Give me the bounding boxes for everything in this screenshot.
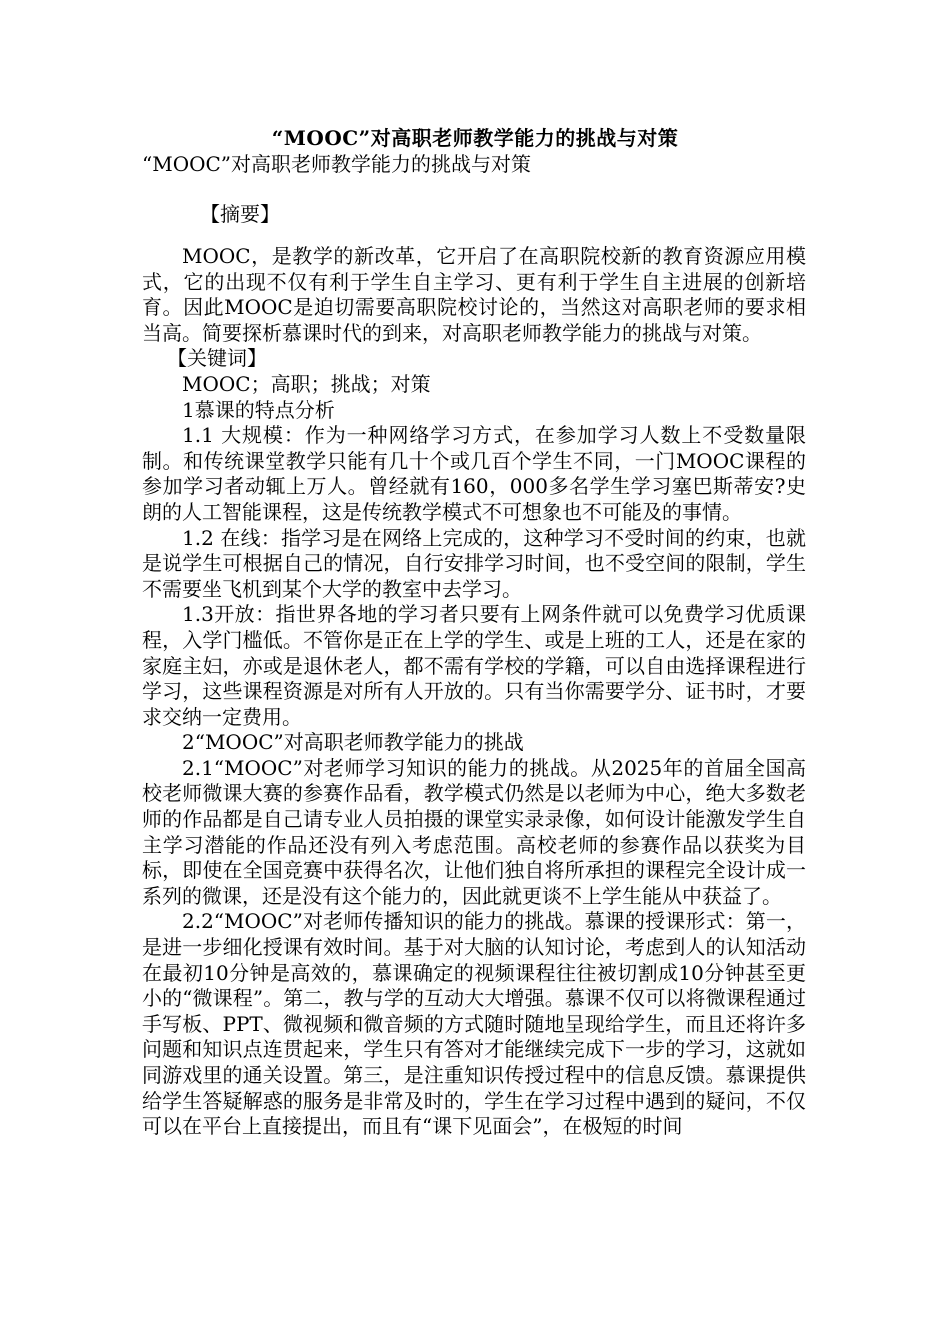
abstract-label: 【摘要】 bbox=[200, 202, 280, 226]
paragraph-2-1: 2.1“MOOC”对老师学习知识的能力的挑战。从2025年的首届全国高校老师微课大赛的参赛作品看，教学模式仍然是以老师为中心，绝大多数老师的作品都是自己请专业人员拍摄的课堂实录录像，如何设计能激发学生自主学习潜能的作品还没有列入考虑范围。高校老师的参赛作品以获奖为目标，即使在全国竞赛中获得名次，让他们独自将所承担的课程完全设计成一系列的微课，还是没有这个能力的，因此就更谈不上学生能从中获益了。 bbox=[142, 755, 806, 908]
paragraph-keywords: MOOC；高职；挑战；对策 bbox=[182, 371, 431, 396]
document-title: “MOOC”对高职老师教学能力的挑战与对策 bbox=[271, 126, 679, 150]
heading-section-2: 2“MOOC”对高职老师教学能力的挑战 bbox=[182, 730, 524, 755]
document-subtitle: “MOOC”对高职老师教学能力的挑战与对策 bbox=[142, 152, 532, 176]
paragraph-1-1: 1.1 大规模：作为一种网络学习方式，在参加学习人数上不受数量限制。和传统课堂教学只能有几十个或几百个学生不同，一门MOOC课程的参加学习者动辄上万人。曾经就有160，000多名学生学习塞巴斯蒂安?史朗的人工智能课程，这是传统教学模式不可想象也不可能及的事情。 bbox=[142, 423, 806, 524]
paragraph-abstract: MOOC，是教学的新改革，它开启了在高职院校新的教育资源应用模式，它的出现不仅有利于学生自主学习、更有利于学生自主进展的创新培育。因此MOOC是迫切需要高职院校讨论的，当然这对高职老师的要求相当高。简要探析慕课时代的到来，对高职老师教学能力的挑战与对策。 bbox=[142, 244, 806, 345]
heading-section-1: 1慕课的特点分析 bbox=[182, 397, 335, 422]
paragraph-1-3: 1.3开放：指世界各地的学习者只要有上网条件就可以免费学习优质课程，入学门槛低。不管你是正在上学的学生、或是上班的工人，还是在家的家庭主妇，亦或是退休老人，都不需有学校的学籍，可以自由选择课程进行学习，这些课程资源是对所有人开放的。只有当你需要学分、证书时，才要求交纳一定费用。 bbox=[142, 602, 806, 729]
paragraph-2-2: 2.2“MOOC”对老师传播知识的能力的挑战。慕课的授课形式：第一，是进一步细化授课有效时间。基于对大脑的认知讨论，考虑到人的认知活动在最初10分钟是高效的，慕课确定的视频课程往往被切割成10分钟甚至更小的“微课程”。第二，教与学的互动大大增强。慕课不仅可以将微课程通过手写板、PPT、微视频和微音频的方式随时随地呈现给学生，而且还将许多问题和知识点连贯起来，学生只有答对才能继续完成下一步的学习，这就如同游戏里的通关设置。第三，是注重知识传授过程中的信息反馈。慕课提供给学生答疑解惑的服务是非常及时的，学生在学习过程中遇到的疑问，不仅可以在平台上直接提出，而且有“课下见面会”，在极短的时间 bbox=[142, 909, 806, 1139]
paragraph-1-2: 1.2 在线：指学习是在网络上完成的，这种学习不受时间的约束，也就是说学生可根据自己的情况，自行安排学习时间，也不受空间的限制，学生不需要坐飞机到某个大学的教室中去学习。 bbox=[142, 525, 806, 601]
document-body bbox=[142, 244, 806, 1140]
paragraph-keywords-label: 【关键词】 bbox=[167, 346, 267, 371]
